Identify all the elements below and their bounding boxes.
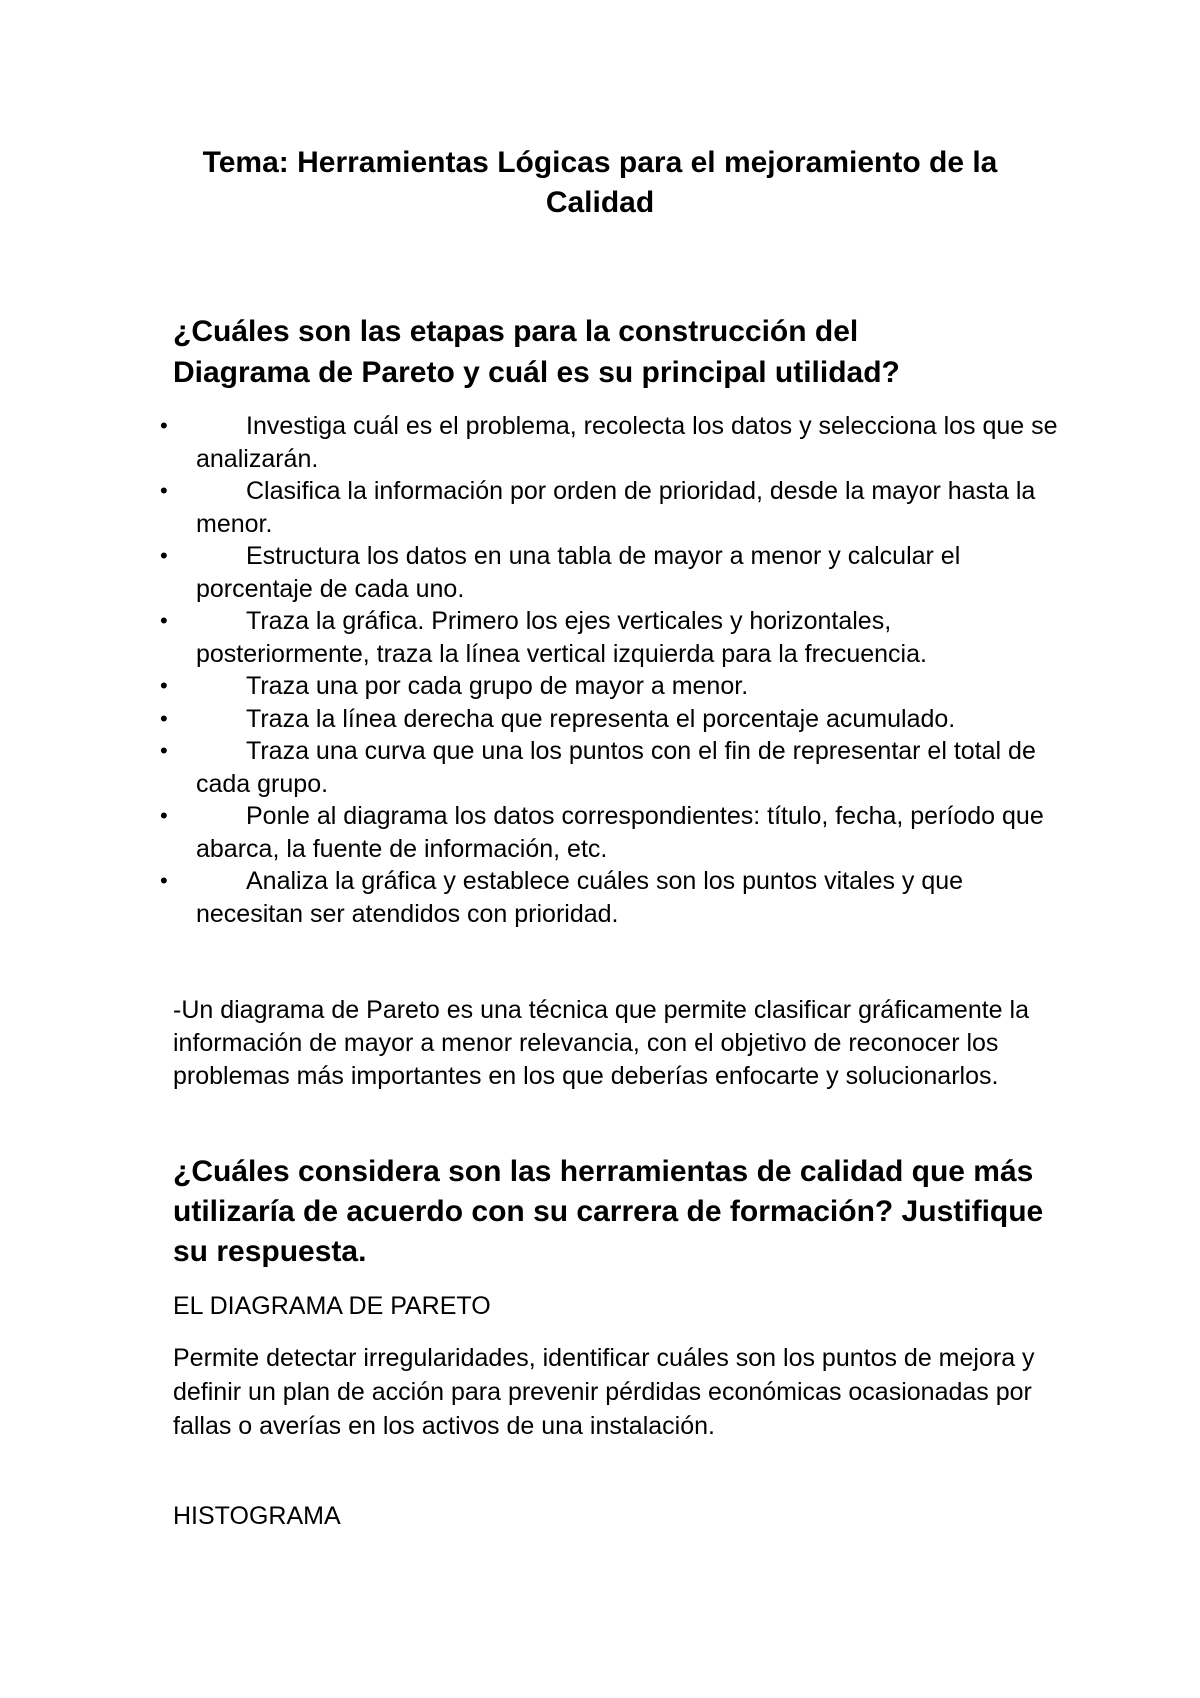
- list-item-text: Clasifica la información por orden de prioridad, desde la mayor hasta la menor.: [196, 477, 1036, 538]
- list-item: [160, 735, 1060, 800]
- list-item: [160, 410, 1060, 475]
- bullet-icon: •: [160, 738, 168, 763]
- bullet-icon: •: [160, 673, 168, 698]
- list-item: [160, 703, 1060, 736]
- question-pareto-stages: ¿Cuáles son las etapas para la construcción del Diagrama de Pareto y cuál es su principal utilidad?: [173, 315, 900, 389]
- list-item: [160, 605, 1060, 670]
- heading-histogram: HISTOGRAMA: [173, 1502, 341, 1530]
- pareto-explanation-paragraph: Permite detectar irregularidades, identificar cuáles son los puntos de mejora y definir un plan de acción para prevenir pérdidas económicas ocasionadas por fallas o averías en los activos de una instalación.: [173, 1344, 1035, 1440]
- list-item: [160, 800, 1060, 865]
- pareto-definition-paragraph: -Un diagrama de Pareto es una técnica que permite clasificar gráficamente la información de mayor a menor relevancia, con el objetivo de reconocer los problemas más importantes en los que deberías enfocarte y solucionarlos.: [173, 996, 1029, 1090]
- list-item: [160, 540, 1060, 605]
- heading-pareto-diagram: EL DIAGRAMA DE PARETO: [173, 1292, 491, 1320]
- bullet-icon: •: [160, 608, 168, 633]
- list-item-text: Investiga cuál es el problema, recolecta los datos y selecciona los que se analizarán.: [196, 412, 1058, 473]
- bullet-icon: •: [160, 478, 168, 503]
- document-title: Tema: Herramientas Lógicas para el mejoramiento de la Calidad: [202, 146, 998, 219]
- pareto-steps-list: [160, 410, 1060, 930]
- bullet-icon: •: [160, 413, 168, 438]
- list-item: [160, 865, 1060, 930]
- bullet-icon: •: [160, 543, 168, 568]
- list-item: [160, 670, 1060, 703]
- list-item-text: Traza una por cada grupo de mayor a menor.: [246, 672, 749, 700]
- list-item-text: Traza una curva que una los puntos con el fin de representar el total de cada grupo.: [196, 737, 1036, 798]
- bullet-icon: •: [160, 705, 168, 731]
- bullet-icon: •: [160, 868, 168, 893]
- list-item-text: Estructura los datos en una tabla de mayor a menor y calcular el porcentaje de cada uno.: [196, 542, 961, 603]
- list-item-text: Analiza la gráfica y establece cuáles son los puntos vitales y que necesitan ser atendidos con prioridad.: [196, 867, 964, 928]
- list-item-text: Traza la línea derecha que representa el porcentaje acumulado.: [246, 704, 956, 733]
- question-quality-tools: ¿Cuáles considera son las herramientas de calidad que más utilizaría de acuerdo con su carrera de formación? Justifique su respuesta.: [173, 1155, 1044, 1268]
- list-item: [160, 475, 1060, 540]
- list-item-text: Ponle al diagrama los datos correspondientes: título, fecha, período que abarca, la fuente de información, etc.: [196, 802, 1044, 863]
- bullet-icon: •: [160, 803, 168, 828]
- list-item-text: Traza la gráfica. Primero los ejes verticales y horizontales, posteriormente, traza la línea vertical izquierda para la frecuencia.: [196, 607, 927, 668]
